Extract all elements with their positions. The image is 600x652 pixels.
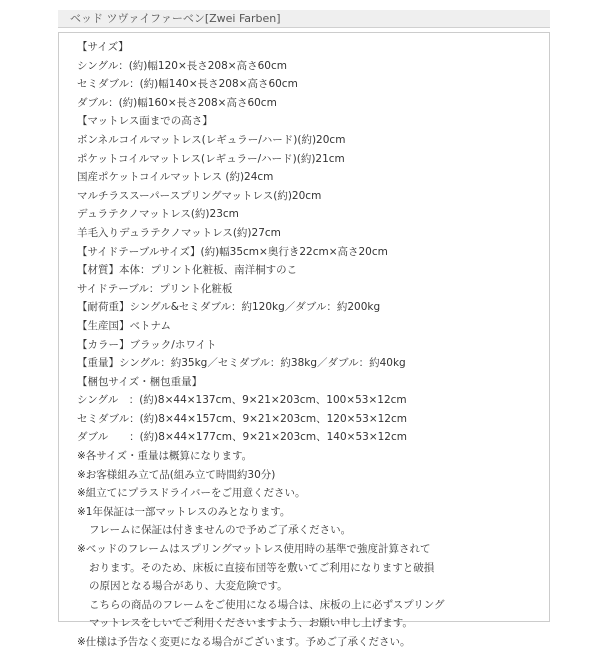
spec-line: シングル ：(約)8×44×137cm、9×21×203cm、100×53×12cm [77,394,407,407]
note-line: ※各サイズ・重量は概算になります。 [77,450,253,463]
section-heading-material: 【材質】本体：プリント化粧板、南洋桐すのこ [77,264,298,277]
section-heading-weight: 【重量】シングル：約35kg／セミダブル：約38kg／ダブル：約40kg [77,357,406,370]
spec-line: ポケットコイルマットレス(レギュラー/ハード)(約)21cm [77,152,345,165]
section-heading-side-table: 【サイドテーブルサイズ】(約)幅35cm×奥行き22cm×高さ20cm [77,245,388,258]
section-heading-package: 【梱包サイズ・梱包重量】 [77,375,203,388]
spec-line: ボンネルコイルマットレス(レギュラー/ハード)(約)20cm [77,133,346,146]
note-line: フレームに保証は付きませんので予めご了承ください。 [89,524,352,537]
spec-line: デュラテクノマットレス(約)23cm [77,208,239,221]
spec-list [77,38,547,652]
section-heading-origin: 【生産国】ベトナム [77,319,171,332]
spec-line: セミダブル：(約)8×44×157cm、9×21×203cm、120×53×12cm [77,412,407,425]
note-line: こちらの商品のフレームをご使用になる場合は、床板の上に必ずスプリング [89,598,445,611]
spec-line: シングル：(約)幅120×長さ208×高さ60cm [77,59,287,72]
spec-line: サイドテーブル：プリント化粧板 [77,282,233,295]
note-line: の原因となる場合があり、大変危険です。 [89,580,288,593]
spec-line: ダブル ：(約)8×44×177cm、9×21×203cm、140×53×12cm [77,431,407,444]
section-heading-size: 【サイズ】 [77,41,129,53]
spec-line: 羊毛入りデュラテクノマットレス(約)27cm [77,226,281,239]
product-title: ベッド ツヴァイファーベン[Zwei Farben] [70,12,281,25]
spec-line: 国産ポケットコイルマットレス (約)24cm [77,171,274,184]
note-line: ※1年保証は一部マットレスのみとなります。 [77,505,291,518]
section-heading-color: 【カラー】ブラック/ホワイト [77,338,217,351]
note-line: ※ベッドのフレームはスプリングマットレス使用時の基準で強度計算されて [77,543,431,556]
spec-line: ダブル：(約)幅160×長さ208×高さ60cm [77,96,277,109]
note-line: おります。そのため、床板に直接布団等を敷いてご利用になりますと破損 [89,561,435,574]
spec-line: セミダブル：(約)幅140×長さ208×高さ60cm [77,78,298,91]
spec-line: マルチラススーパースプリングマットレス(約)20cm [77,189,322,202]
section-heading-load: 【耐荷重】シングル&セミダブル：約120kg／ダブル：約200kg [77,301,381,314]
note-line: ※お客様組み立て品(組み立て時間約30分) [77,468,276,481]
product-title-bar [58,10,550,28]
note-line: ※組立てにプラスドライバーをご用意ください。 [77,487,306,500]
section-heading-mattress-height: 【マットレス面までの高さ】 [77,115,213,128]
note-line: マットレスをしいてご利用くださいますよう、お願い申し上げます。 [89,617,413,630]
note-line: ※仕様は予告なく変更になる場合がございます。予めご了承ください。 [77,636,411,648]
